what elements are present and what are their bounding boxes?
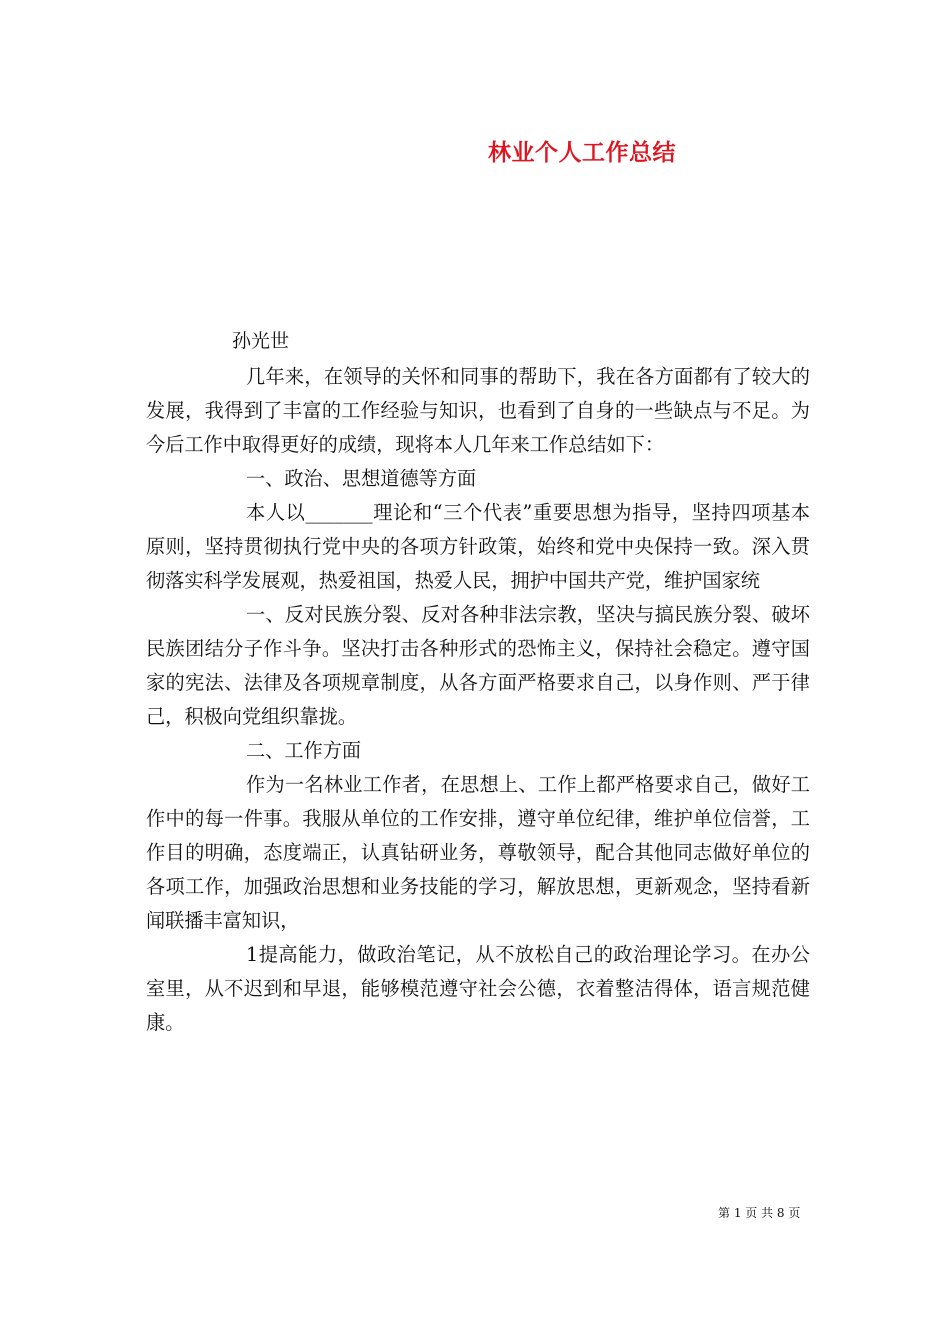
paragraph-work: 作为一名林业工作者，在思想上、工作上都严格要求自己，做好工作中的每一件事。我服从单位的工作安排，遵守单位纪律，维护单位信誉，工作目的明确，态度端正，认真钻研业务，尊敬领导，配合其他同志做好单位的各项工作，加强政治思想和业务技能的学习，解放思想，更新观念，坚持看新闻联播丰富知识，	[146, 773, 810, 932]
document-body	[146, 360, 810, 1040]
paragraph-politics: 本人以_______理论和“三个代表”重要思想为指导，坚持四项基本原则，坚持贯彻执行党中央的各项方针政策，始终和党中央保持一致。深入贯彻落实科学发展观，热爱祖国，热爱人民，拥护中国共产党，维护国家统	[146, 501, 810, 592]
paragraph-ability: 1提高能力，做政治笔记，从不放松自己的政治理论学习。在办公室里，从不迟到和早退，能够模范遵守社会公德，衣着整洁得体，语言规范健康。	[146, 943, 810, 1034]
document-title: 林业个人工作总结	[488, 139, 676, 166]
paragraph-anti-separatism: 一、反对民族分裂、反对各种非法宗教，坚决与搞民族分裂、破坏民族团结分子作斗争。坚决打击各种形式的恐怖主义，保持社会稳定。遵守国家的宪法、法律及各项规章制度，从各方面严格要求自己，以身作则、严于律己，积极向党组织靠拢。	[146, 603, 810, 728]
author-name: 孙光世	[232, 330, 290, 352]
page-number-footer: 第 1 页 共 8 页	[718, 1206, 801, 1220]
section-heading-politics: 一、政治、思想道德等方面	[246, 467, 477, 490]
paragraph-intro: 几年来，在领导的关怀和同事的帮助下，我在各方面都有了较大的发展，我得到了丰富的工作经验与知识，也看到了自身的一些缺点与不足。为今后工作中取得更好的成绩，现将本人几年来工作总结如下：	[146, 365, 810, 456]
section-heading-work: 二、工作方面	[246, 739, 362, 762]
